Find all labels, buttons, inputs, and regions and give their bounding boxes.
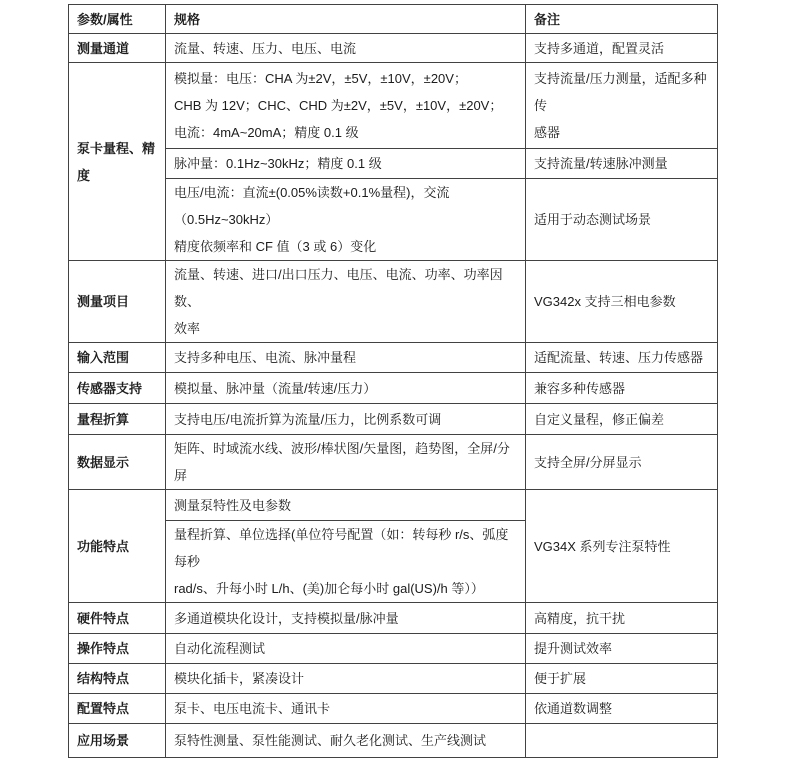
table-row-structure [69, 664, 718, 694]
table-row-operation [69, 634, 718, 664]
spec-cell-range-analog: 模拟量：电压：CHA 为±2V，±5V，±10V，±20V； CHB 为 12V；CHC、CHD 为±2V，±5V，±10V，±20V； 电流：4mA~20mA；精度 0.1 级 [166, 63, 526, 149]
table-row-config [69, 694, 718, 724]
param-cell-hardware: 硬件特点 [69, 603, 166, 634]
table-row-display [69, 435, 718, 490]
spec-cell-sensor: 模拟量、脉冲量（流量/转速/压力） [166, 373, 526, 404]
table-row-range-vi [69, 179, 718, 261]
note-cell-range-pulse: 支持流量/转速脉冲测量 [526, 149, 718, 179]
param-cell-structure: 结构特点 [69, 664, 166, 694]
spec-table [68, 4, 718, 758]
note-cell-channel: 支持多通道，配置灵活 [526, 34, 718, 63]
table-row-input [69, 343, 718, 373]
table-row-application [69, 724, 718, 758]
spec-cell-convert: 支持电压/电流折算为流量/压力，比例系数可调 [166, 404, 526, 435]
spec-cell-application: 泵特性测量、泵性能测试、耐久老化测试、生产线测试 [166, 724, 526, 758]
note-cell-operation: 提升测试效率 [526, 634, 718, 664]
table-row-range-pulse [69, 149, 718, 179]
param-cell-input: 输入范围 [69, 343, 166, 373]
table-row-convert [69, 404, 718, 435]
note-cell-sensor: 兼容多种传感器 [526, 373, 718, 404]
table-row-sensor [69, 373, 718, 404]
param-cell-display: 数据显示 [69, 435, 166, 490]
spec-cell-items: 流量、转速、进口/出口压力、电压、电流、功率、功率因数、 效率 [166, 261, 526, 343]
param-cell-sensor: 传感器支持 [69, 373, 166, 404]
param-cell-channel: 测量通道 [69, 34, 166, 63]
note-cell-config: 依通道数调整 [526, 694, 718, 724]
spec-cell-channel: 流量、转速、压力、电压、电流 [166, 34, 526, 63]
param-cell-range: 泵卡量程、精度 [69, 63, 166, 261]
spec-cell-features-2: 量程折算、单位选择(单位符号配置（如：转每秒 r/s、弧度每秒 rad/s、升每小时 L/h、(美)加仑每小时 gal(US)/h 等）） [166, 521, 526, 603]
table-row-hardware [69, 603, 718, 634]
spec-cell-config: 泵卡、电压电流卡、通讯卡 [166, 694, 526, 724]
spec-cell-input: 支持多种电压、电流、脉冲量程 [166, 343, 526, 373]
spec-cell-structure: 模块化插卡，紧凑设计 [166, 664, 526, 694]
spec-cell-range-pulse: 脉冲量：0.1Hz~30kHz；精度 0.1 级 [166, 149, 526, 179]
spec-cell-hardware: 多通道模块化设计，支持模拟量/脉冲量 [166, 603, 526, 634]
note-cell-structure: 便于扩展 [526, 664, 718, 694]
note-cell-range-vi: 适用于动态测试场景 [526, 179, 718, 261]
param-cell-items: 测量项目 [69, 261, 166, 343]
note-cell-range-analog: 支持流量/压力测量，适配多种传 感器 [526, 63, 718, 149]
spec-cell-operation: 自动化流程测试 [166, 634, 526, 664]
header-cell-param: 参数/属性 [69, 5, 166, 34]
table-row-channel [69, 34, 718, 63]
spec-cell-display: 矩阵、时域流水线、波形/棒状图/矢量图，趋势图，全屏/分屏 [166, 435, 526, 490]
note-cell-input: 适配流量、转速、压力传感器 [526, 343, 718, 373]
note-cell-convert: 自定义量程，修正偏差 [526, 404, 718, 435]
param-cell-features: 功能特点 [69, 490, 166, 603]
param-cell-application: 应用场景 [69, 724, 166, 758]
table-row-items [69, 261, 718, 343]
note-cell-hardware: 高精度，抗干扰 [526, 603, 718, 634]
header-cell-note: 备注 [526, 5, 718, 34]
table-row-range-analog [69, 63, 718, 149]
param-cell-operation: 操作特点 [69, 634, 166, 664]
note-cell-features: VG34X 系列专注泵特性 [526, 490, 718, 603]
spec-cell-range-vi: 电压/电流：直流±(0.05%读数+0.1%量程)，交流（0.5Hz~30kHz） 精度依频率和 CF 值（3 或 6）变化 [166, 179, 526, 261]
table-row-features-1 [69, 490, 718, 521]
header-cell-spec: 规格 [166, 5, 526, 34]
param-cell-config: 配置特点 [69, 694, 166, 724]
spec-cell-features-1: 测量泵特性及电参数 [166, 490, 526, 521]
header-row [69, 5, 718, 34]
note-cell-display: 支持全屏/分屏显示 [526, 435, 718, 490]
note-cell-items: VG342x 支持三相电参数 [526, 261, 718, 343]
param-cell-convert: 量程折算 [69, 404, 166, 435]
note-cell-application [526, 724, 718, 758]
